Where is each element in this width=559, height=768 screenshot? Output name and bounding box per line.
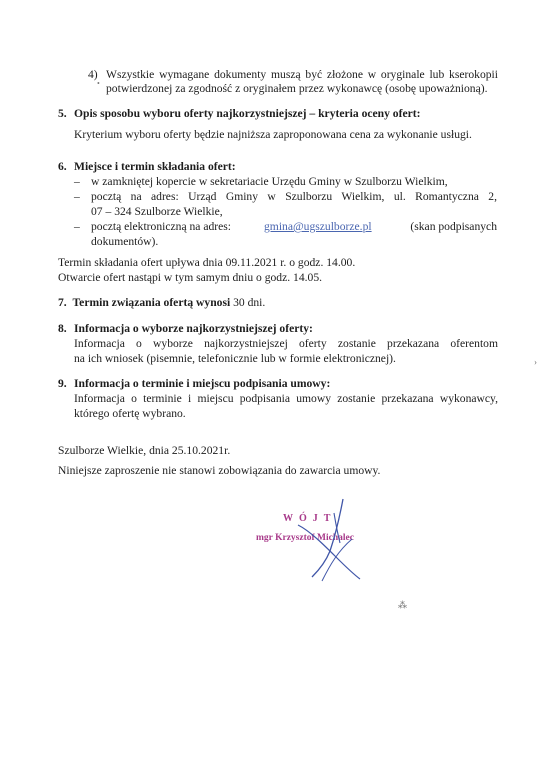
section-7-rest: 30 dni. (230, 296, 266, 309)
section-8-title: Informacja o wyborze najkorzystniejszej oferty: (74, 322, 313, 335)
opening-text: Otwarcie ofert nastąpi w tym samym dniu o godz. 14.05. (58, 271, 323, 284)
section-5-number: 5. (58, 107, 67, 120)
section-8-number: 8. (58, 322, 67, 335)
place-date: Szulborze Wielkie, dnia 25.10.2021r. (58, 444, 231, 457)
bullet-dash: – (74, 220, 80, 233)
scan-artifact: • (97, 79, 100, 88)
bullet-item-3-cont: dokumentów). (91, 235, 159, 248)
section-8-line-1: Informacja o wyborze najkorzystniejszej oferty zostanie przekazana oferentom (74, 337, 498, 350)
item-4-number: 4) (88, 68, 98, 81)
bullet-item-3-tail: (skan podpisanych (410, 220, 497, 233)
section-6-number: 6. (58, 160, 67, 173)
item-4-line-2: potwierdzonej za zgodność z oryginałem przez wykonawcę (osobę upoważnioną). (106, 82, 488, 95)
scan-artifact: ⁂ (398, 600, 407, 610)
section-6-title: Miejsce i termin składania ofert: (74, 160, 236, 173)
section-7-line (58, 295, 265, 310)
bullet-item-1: w zamkniętej kopercie w sekretariacie Urzędu Gminy w Szulborzu Wielkim, (91, 175, 448, 188)
section-9-line-2: którego ofertę wybrano. (74, 407, 186, 420)
email-link[interactable]: gmina@ugszulborze.pl (264, 220, 372, 233)
bullet-dash: – (74, 175, 80, 188)
stamp-title: WÓJT (283, 513, 337, 524)
section-7-title: Termin związania ofertą wynosi (72, 296, 231, 309)
section-9-number: 9. (58, 377, 67, 390)
stamp-name: mgr Krzysztof Michalec (256, 533, 354, 543)
deadline-text: Termin składania ofert upływa dnia 09.11.2021 r. o godz. 14.00. (58, 256, 356, 269)
scan-artifact: › (534, 357, 537, 367)
bullet-item-2-cont: 07 – 324 Szulborze Wielkie, (91, 205, 223, 218)
bullet-item-2: pocztą na adres: Urząd Gminy w Szulborzu Wielkim, ul. Romantyczna 2, (91, 190, 497, 203)
section-5-title: Opis sposobu wyboru oferty najkorzystniejszej – kryteria oceny ofert: (74, 107, 421, 120)
handwritten-signature (240, 495, 390, 585)
bullet-item-3: pocztą elektroniczną na adres: (91, 220, 232, 233)
section-8-line-2: na ich wniosek (pisemnie, telefonicznie lub w formie elektronicznej). (74, 352, 396, 365)
section-9-line-1: Informacja o terminie i miejscu podpisania umowy zostanie przekazana wykonawcy, (74, 392, 498, 405)
section-9-title: Informacja o terminie i miejscu podpisania umowy: (74, 377, 331, 390)
section-7-number: 7. (58, 296, 67, 309)
disclaimer: Niniejsze zaproszenie nie stanowi zobowiązania do zawarcia umowy. (58, 464, 381, 477)
item-4-line-1: Wszystkie wymagane dokumenty muszą być złożone w oryginale lub kserokopii (106, 68, 498, 81)
section-5-text: Kryterium wyboru oferty będzie najniższa zaproponowana cena za wykonanie usługi. (74, 128, 472, 141)
bullet-dash: – (74, 190, 80, 203)
